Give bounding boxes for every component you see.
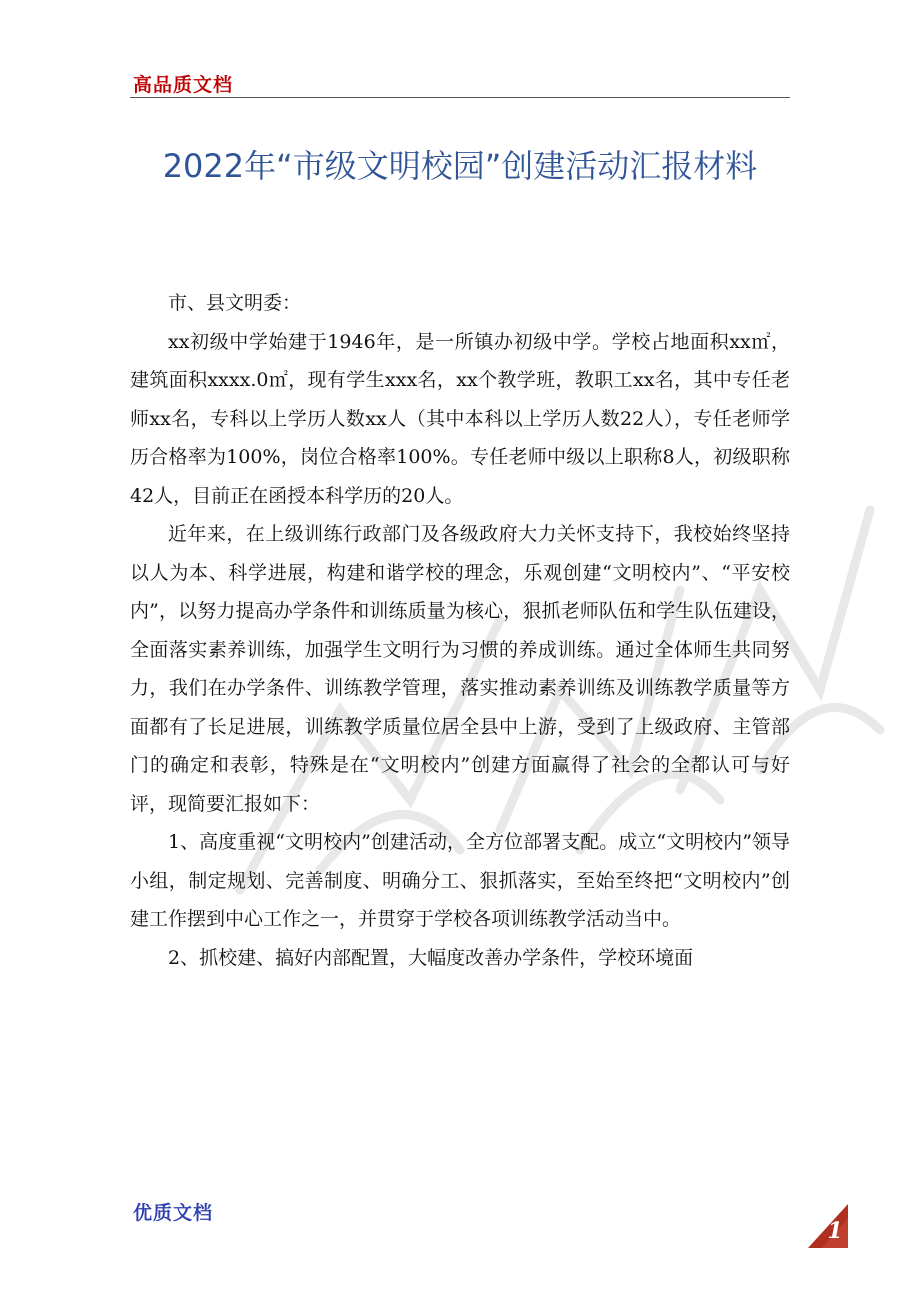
document-title: 2022年“市级文明校园”创建活动汇报材料 [162,147,758,185]
footer-label: 优质文档 [133,1202,214,1224]
header-divider [130,97,790,98]
header-label: 高品质文档 [133,74,234,96]
document-body [130,284,790,977]
salutation: 市、县文明委： [168,292,302,314]
paragraph-intro: xx初级中学始建于1946年，是一所镇办初级中学。学校占地面积xx㎡，建筑面积xxxx.0㎡，现有学生xxx名，xx个教学班，教职工xx名，其中专任老师xx名，专科以上学历人数xx人（其中本科以上学历人数22人），专任老师学历合格率为100%，岗位合格率100%。专任老师中级以上职称8人，初级职称42人，目前正在函授本科学历的20人。 [130,330,790,507]
paragraph-point-1: 1、高度重视“文明校内”创建活动，全方位部署支配。成立“文明校内”领导小组，制定规划、完善制度、明确分工、狠抓落实，至始至终把“文明校内”创建工作摆到中心工作之一，并贯穿于学校各项训练教学活动当中。 [130,831,790,930]
paragraph-overview: 近年来，在上级训练行政部门及各级政府大力关怀支持下，我校始终坚持以人为本、科学进展，构建和谐学校的理念，乐观创建“文明校内”、“平安校内”，以努力提高办学条件和训练质量为核心，狠抓老师队伍和学生队伍建设，全面落实素养训练，加强学生文明行为习惯的养成训练。通过全体师生共同努力，我们在办学条件、训练教学管理，落实推动素养训练及训练教学质量等方面都有了长足进展，训练教学质量位居全县中上游，受到了上级政府、主管部门的确定和表彰，特殊是在“文明校内”创建方面赢得了社会的全都认可与好评，现简要汇报如下： [130,523,790,815]
paragraph-point-2: 2、抓校建、搞好内部配置，大幅度改善办学条件，学校环境面 [168,946,694,969]
page-number: 1 [827,1218,843,1244]
